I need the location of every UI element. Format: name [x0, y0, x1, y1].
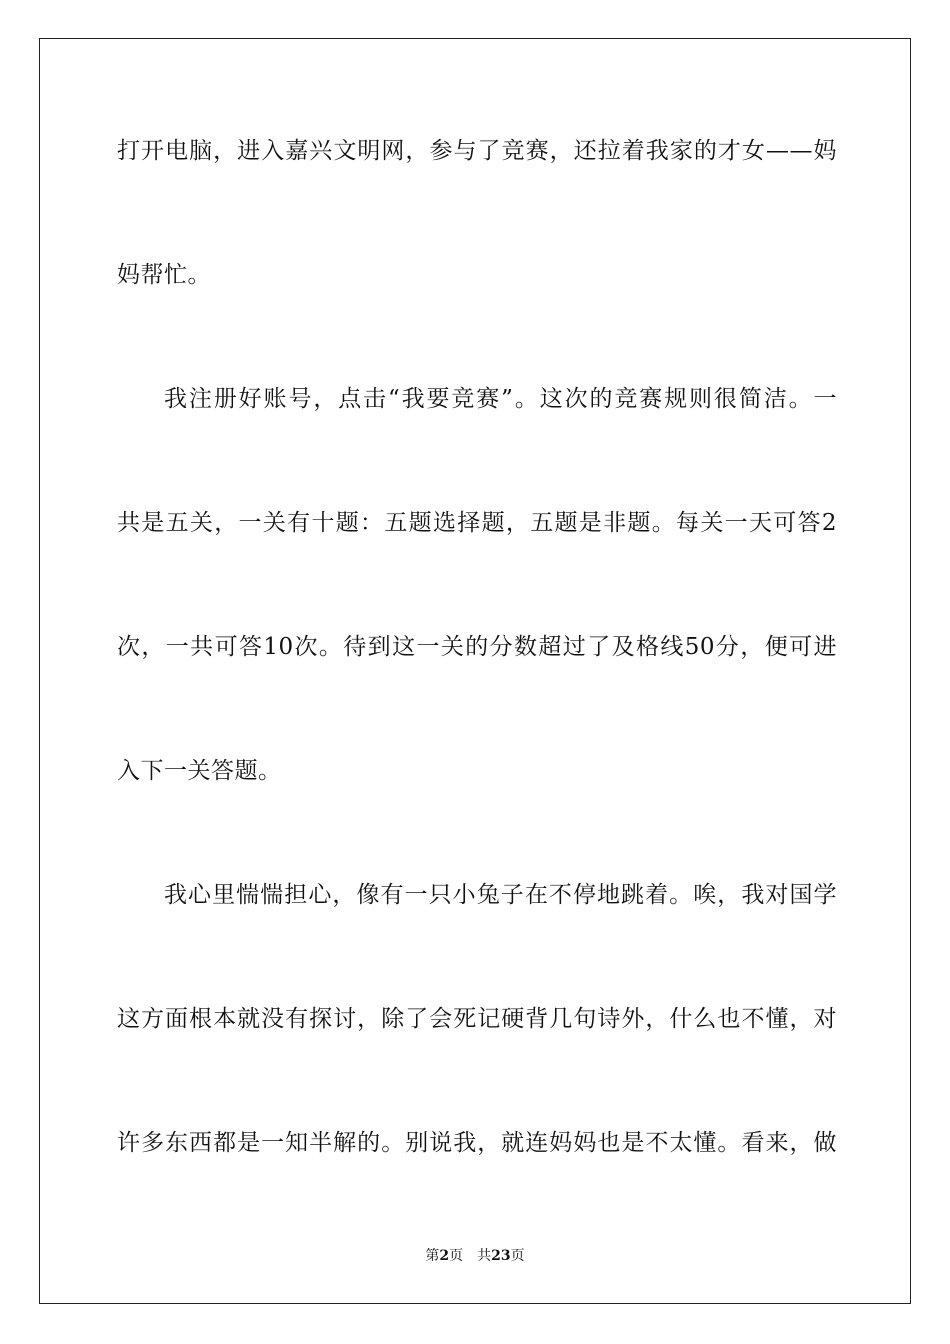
- page-footer: [0, 1246, 950, 1266]
- text-line-1: 打开电脑，进入嘉兴文明网，参与了竞赛，还拉着我家的才女——妈: [117, 138, 837, 164]
- page-frame: [39, 38, 911, 1304]
- footer-page-current: 2: [439, 1248, 450, 1264]
- text-line-2: 妈帮忙。: [117, 262, 211, 288]
- text-line-8: 这方面根本就没有探讨，除了会死记硬背几句诗外，什么也不懂，对: [117, 1006, 837, 1032]
- text-line-7: 我心里惴惴担心，像有一只小兔子在不停地跳着。唉，我对国学: [164, 882, 837, 908]
- footer-page-total: 23: [491, 1248, 511, 1264]
- footer-total-suffix: 页: [510, 1248, 525, 1264]
- text-line-9: 许多东西都是一知半解的。别说我，就连妈妈也是不太懂。看来，做: [117, 1130, 837, 1156]
- text-line-3: 我注册好账号，点击“我要竞赛”。这次的竞赛规则很简洁。一: [164, 386, 837, 412]
- footer-page-suffix: 页: [449, 1248, 464, 1264]
- text-line-6: 入下一关答题。: [117, 758, 282, 784]
- text-line-4: 共是五关，一关有十题：五题选择题，五题是非题。每关一天可答2: [117, 510, 837, 536]
- footer-total-prefix: 共: [477, 1248, 492, 1264]
- text-line-5: 次，一共可答10次。待到这一关的分数超过了及格线50分，便可进: [117, 634, 837, 660]
- footer-page-prefix: 第: [425, 1248, 440, 1264]
